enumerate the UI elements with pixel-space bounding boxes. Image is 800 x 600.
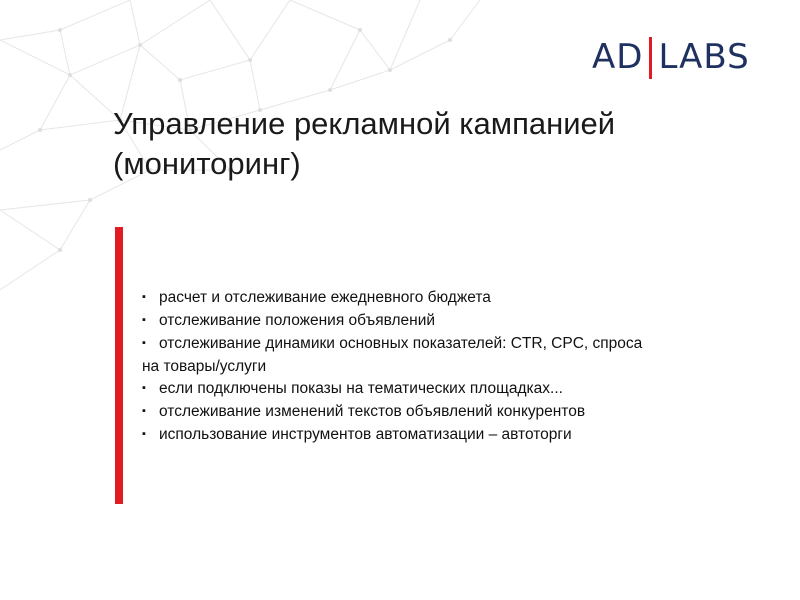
bullet-continuation (142, 356, 742, 378)
bullet-text: отслеживание динамики основных показателей: CTR, CPC, спроса (159, 335, 643, 352)
logo-text-left: AD (592, 37, 644, 77)
bullet-text: использование инструментов автоматизации – автоторги (159, 426, 572, 443)
bullet-text: отслеживание положения объявлений (159, 312, 436, 329)
logo-divider (649, 37, 652, 79)
bullet-marker-icon: ▪ (142, 314, 146, 326)
bullet-marker-icon: ▪ (142, 337, 146, 349)
bullet-text: расчет и отслеживание ежедневного бюджета (159, 289, 491, 306)
slide-title-line-1: Управление рекламной кампанией (113, 106, 616, 141)
adlabs-logo (592, 36, 750, 78)
bullet-item (142, 378, 742, 401)
bullet-marker-icon: ▪ (142, 405, 146, 417)
bullet-marker-icon: ▪ (142, 291, 146, 303)
bullet-item (142, 333, 742, 356)
accent-bar (115, 227, 123, 504)
bullet-text: на товары/услуги (142, 358, 267, 375)
bullet-item (142, 424, 742, 447)
logo-text-right: LABS (658, 37, 750, 77)
bullet-item (142, 310, 742, 333)
bullet-marker-icon: ▪ (142, 428, 146, 440)
slide-title-line-2: (мониторинг) (113, 146, 301, 181)
slide-title (113, 104, 733, 184)
bullet-item (142, 287, 742, 310)
bullet-text: отслеживание изменений текстов объявлений конкурентов (159, 403, 586, 420)
bullet-item (142, 401, 742, 424)
bullet-list (142, 287, 742, 447)
bullet-text: если подключены показы на тематических площадках... (159, 380, 563, 397)
bullet-marker-icon: ▪ (142, 382, 146, 394)
